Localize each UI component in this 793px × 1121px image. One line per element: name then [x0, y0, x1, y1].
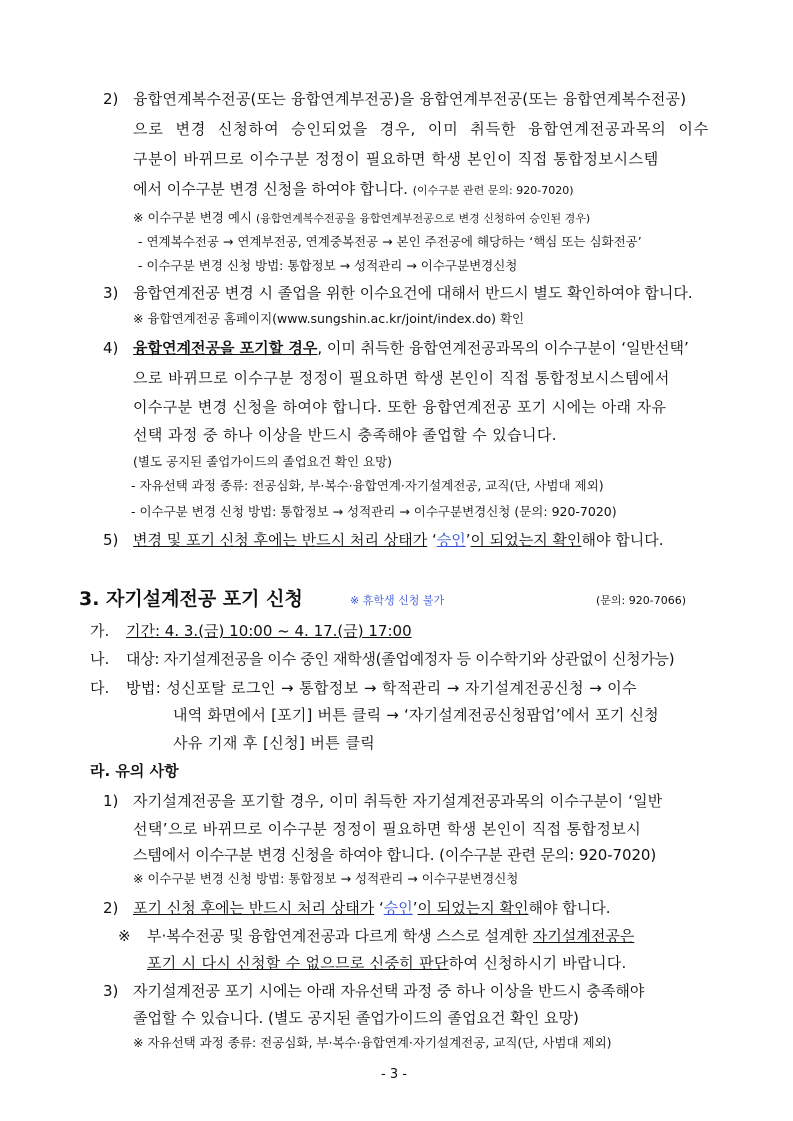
warning-mark: ※ — [118, 927, 131, 945]
list-label: 나. — [90, 650, 110, 668]
item-number: 3) — [103, 284, 119, 302]
note-line: ※ 자유선택 과정 종류: 전공심화, 부·복수·융합연계·자기설계전공, 교직(단, 사범대 제외) — [133, 1035, 612, 1050]
paragraph-line: 이수구분 변경 신청을 하여야 합니다. 또한 융합연계전공 포기 시에는 아래 자유 — [133, 398, 667, 416]
underlined-text: 변경 및 포기 신청 후에는 반드시 처리 상태가 — [133, 531, 428, 549]
item-number: 1) — [103, 792, 119, 810]
paragraph-line — [133, 533, 663, 548]
approved-status: 승인 — [436, 531, 466, 549]
section-title: 3. 자기설계전공 포기 신청 — [79, 588, 303, 610]
warning-line — [147, 956, 627, 971]
warning-line — [147, 929, 634, 944]
paragraph-line: 스템에서 이수구분 변경 신청을 하여야 합니다. (이수구분 관련 문의: 920-7020) — [133, 846, 657, 864]
note-label: ※ 이수구분 변경 예시 — [133, 210, 252, 225]
warning-text: 하여 신청하시기 바랍니다. — [448, 954, 627, 972]
paragraph-line: 선택’으로 바뀌므로 이수구분 정정이 필요하면 학생 본인이 직접 통합정보시 — [133, 820, 642, 838]
warning-text: 부·복수전공 및 융합연계전공과 다르게 학생 스스로 설계한 — [147, 927, 533, 945]
paragraph-text: 해야 합니다. — [528, 899, 611, 917]
method-line: 사유 기재 후 [신청] 버튼 클릭 — [173, 734, 376, 752]
note-line: ※ 이수구분 변경 신청 방법: 통합정보 → 성적관리 → 이수구분변경신청 — [133, 871, 519, 886]
paragraph-text: 해야 합니다. — [581, 531, 664, 549]
paragraph-line — [133, 341, 689, 356]
underlined-text: 포기 신청 후에는 반드시 처리 상태가 — [133, 899, 375, 917]
item-number: 2) — [103, 899, 119, 917]
note-detail: (융합연계복수전공을 융합연계부전공으로 변경 신청하여 승인된 경우) — [255, 212, 591, 225]
method-line: 내역 화면에서 [포기] 버튼 클릭 → ‘자기설계전공신청팝업’에서 포기 신청 — [173, 706, 659, 724]
target-text: 대상: 자기설계전공을 이수 중인 재학생(졸업예정자 등 이수학기와 상관없이 신청가능) — [126, 650, 675, 668]
dash-line: - 연계복수전공 → 연계부전공, 연계중복전공 → 본인 주전공에 해당하는 ‘핵심 또는 심화전공’ — [138, 234, 642, 249]
period-text: 기간: 4. 3.(금) 10:00 ~ 4. 17.(금) 17:00 — [126, 622, 412, 640]
item-number: 3) — [103, 982, 119, 1000]
section-contact: (문의: 920-7066) — [596, 594, 686, 607]
item-number: 2) — [103, 90, 119, 108]
quote-mark: ‘ — [427, 531, 437, 549]
section-note: ※ 휴학생 신청 불가 — [350, 594, 445, 607]
quote-mark: ’ — [465, 531, 471, 549]
underlined-text: 포기 시 다시 신청할 수 없으므로 신중히 판단 — [147, 954, 449, 972]
underlined-text: 이 되었는지 확인 — [417, 899, 529, 917]
quote-mark: ‘ — [374, 899, 384, 917]
paragraph-line: 으로 바뀌므로 이수구분 정정이 필요하면 학생 본인이 직접 통합정보시스템에서 — [133, 369, 670, 387]
note-line: ※ 융합연계전공 홈페이지(www.sungshin.ac.kr/joint/index.do) 확인 — [133, 311, 525, 326]
paragraph-text: , 이미 취득한 융합연계전공과목의 이수구분이 ‘일반선택’ — [317, 339, 689, 357]
subsection-title: 라. 유의 사항 — [90, 762, 179, 780]
paragraph-line: 졸업할 수 있습니다. (별도 공지된 졸업가이드의 졸업요건 확인 요망) — [133, 1009, 579, 1027]
item-number: 5) — [103, 531, 119, 549]
dash-line: - 자유선택 과정 종류: 전공심화, 부·복수·융합연계·자기설계전공, 교직(단, 사범대 제외) — [131, 478, 604, 493]
paragraph-text: 에서 이수구분 변경 신청을 하여야 합니다. — [133, 180, 408, 198]
inquiry-note: (이수구분 관련 문의: 920-7020) — [412, 184, 574, 197]
underlined-text: 자기설계전공은 — [532, 927, 635, 945]
paragraph-line: 자기설계전공을 포기할 경우, 이미 취득한 자기설계전공과목의 이수구분이 ‘일반 — [133, 792, 663, 810]
dash-line: - 이수구분 변경 신청 방법: 통합정보 → 성적관리 → 이수구분변경신청 (문의: 920-7020) — [131, 504, 617, 519]
list-label: 가. — [90, 622, 110, 640]
note-line — [133, 212, 590, 225]
paragraph-line: 선택 과정 중 하나 이상을 반드시 충족해야 졸업할 수 있습니다. — [133, 426, 557, 444]
underlined-text: 이 되었는지 확인 — [470, 531, 582, 549]
paragraph-line: 자기설계전공 포기 시에는 아래 자유선택 과정 중 하나 이상을 반드시 충족해야 — [133, 982, 645, 1000]
paragraph-line — [133, 182, 573, 197]
quote-mark: ’ — [412, 899, 418, 917]
approved-status: 승인 — [383, 899, 413, 917]
paragraph-line: 융합연계복수전공(또는 융합연계부전공)을 융합연계부전공(또는 융합연계복수전공) — [133, 90, 687, 108]
paragraph-line: 으로 변경 신청하여 승인되었을 경우, 이미 취득한 융합연계전공과목의 이수 — [133, 120, 710, 138]
method-line: 방법: 성신포탈 로그인 → 통합정보 → 학적관리 → 자기설계전공신청 → 이수 — [126, 679, 638, 697]
paragraph-line — [133, 901, 610, 916]
paragraph-line: 구분이 바뀌므로 이수구분 정정이 필요하면 학생 본인이 직접 통합정보시스템 — [133, 150, 659, 168]
emphasis-text: 융합연계전공을 포기할 경우 — [133, 339, 318, 357]
dash-line: - 이수구분 변경 신청 방법: 통합정보 → 성적관리 → 이수구분변경신청 — [138, 258, 518, 273]
item-number: 4) — [103, 339, 119, 357]
paragraph-line: 융합연계전공 변경 시 졸업을 위한 이수요건에 대해서 반드시 별도 확인하여야 합니다. — [133, 284, 693, 302]
paragraph-line: (별도 공지된 졸업가이드의 졸업요건 확인 요망) — [133, 454, 393, 469]
page-number: - 3 - — [381, 1067, 407, 1082]
list-label: 다. — [90, 679, 110, 697]
